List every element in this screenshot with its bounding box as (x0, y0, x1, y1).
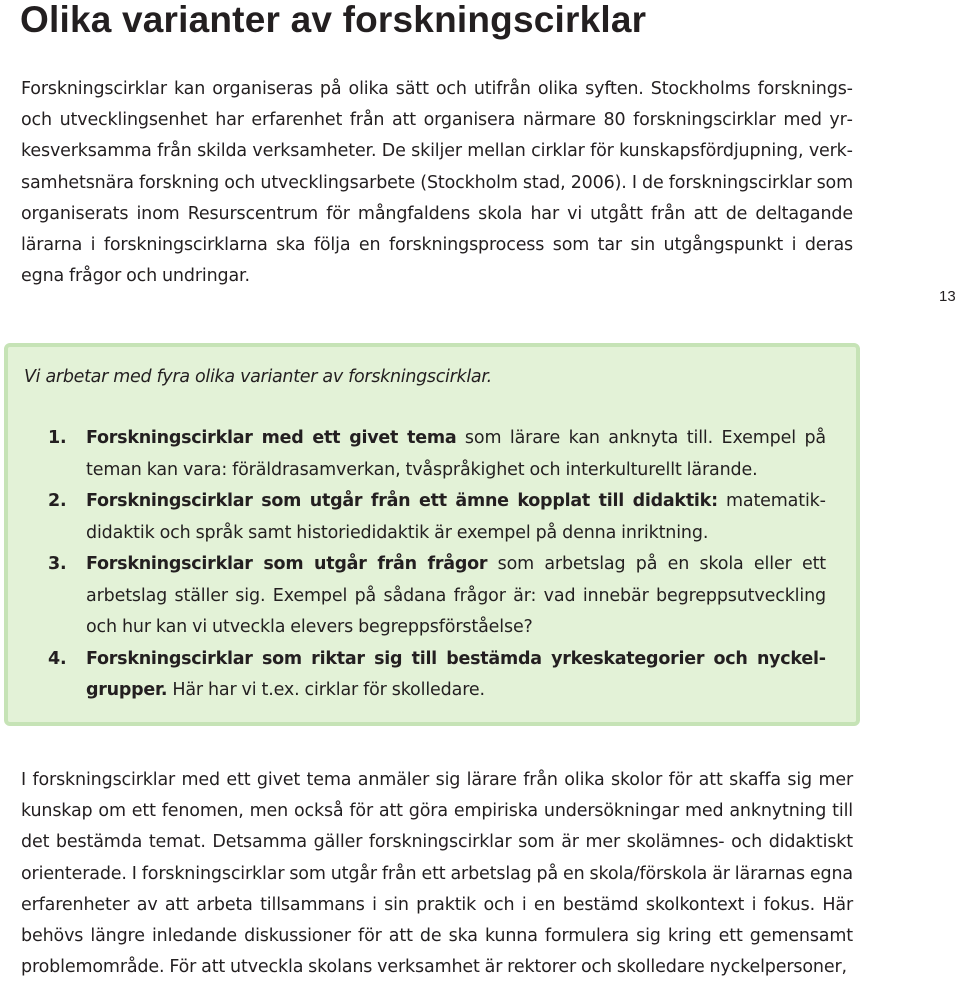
variant-description: matematikdidaktik och språk samt historiedidaktik är exempel på denna inriktning. (86, 491, 826, 543)
info-box-lead: Vi arbetar med fyra olika varianter av forskningscirklar. (24, 367, 492, 387)
variant-item-questions (48, 549, 826, 644)
variant-heading: Forskningscirklar med ett givet tema (86, 428, 457, 448)
page-title: Olika varianter av forskningscirklar (20, 0, 647, 40)
variant-heading: Forskningscirklar som utgår från frågor (86, 554, 488, 574)
variant-number: 4. (48, 648, 67, 669)
variant-heading: Forskningscirklar som riktar sig till bestämda yrkeskategorier och nyckelgrupper. (86, 648, 826, 700)
variant-list (48, 423, 826, 707)
variant-number: 2. (48, 491, 67, 511)
variant-item-didactics (48, 486, 826, 549)
intro-paragraph: Forskningscirklar kan organiseras på olika sätt och utifrån olika syften. Stockholms forskningsoch utvecklingsenhet har erfarenhet från att organisera närmare 80 forskningscirklar med yrkesverksamma från skilda verksamheter. De skiljer mellan cirklar för kunskapsfördjupning, verksamhetsnära forskning och utvecklingsarbete (Stockholm stad, 2006). I de forskningscirklar som organiserats inom Resurscentrum för mångfaldens skola har vi utgått från att de deltagande lärarna i forskningscirklarna ska följa en forskningsprocess som tar sin utgångspunkt i deras egna frågor och undringar. (21, 79, 853, 287)
variant-number: 3. (48, 554, 67, 574)
outro-paragraph: I forskningscirklar med ett givet tema anmäler sig lärare från olika skolor för att skaffa sig mer kunskap om ett fenomen, men också för att göra empiriska undersökningar med anknytning till det bestämda temat. Detsamma gäller forskningscirklar som är mer skolämnes- och didaktiskt orienterade. I forskningscirklar som utgår från ett arbetslag på en skola/förskola är lärarnas egna erfarenheter av att arbeta tillsammans i sin praktik och i en bestämd skolkontext i fokus. Här behövs längre inledande diskussioner för att de ska kunna formulera sig kring ett gemensamt problemområde. För att utveckla skolans verksamhet är rektorer och skolledare nyckelpersoner, (21, 770, 853, 978)
page-number: 13 (939, 288, 956, 305)
variant-description: som arbetslag på en skola eller ett arbetslag ställer sig. Exempel på sådana frågor är: vad innebär begreppsutveckling och hur kan vi utveckla elevers begreppsförståelse? (86, 554, 826, 637)
variant-description: Här har vi t.ex. cirklar för skolledare. (167, 680, 485, 700)
variants-info-box (4, 343, 860, 726)
variant-heading: Forskningscirklar som utgår från ett ämne kopplat till didaktik: (86, 491, 718, 511)
variant-description: som lärare kan anknyta till. Exempel på teman kan vara: föräldrasamverkan, tvåspråkighet och interkulturellt lärande. (86, 428, 826, 480)
variant-item-professions (48, 644, 826, 707)
variant-item-theme (48, 423, 826, 486)
variant-number: 1. (48, 428, 67, 448)
